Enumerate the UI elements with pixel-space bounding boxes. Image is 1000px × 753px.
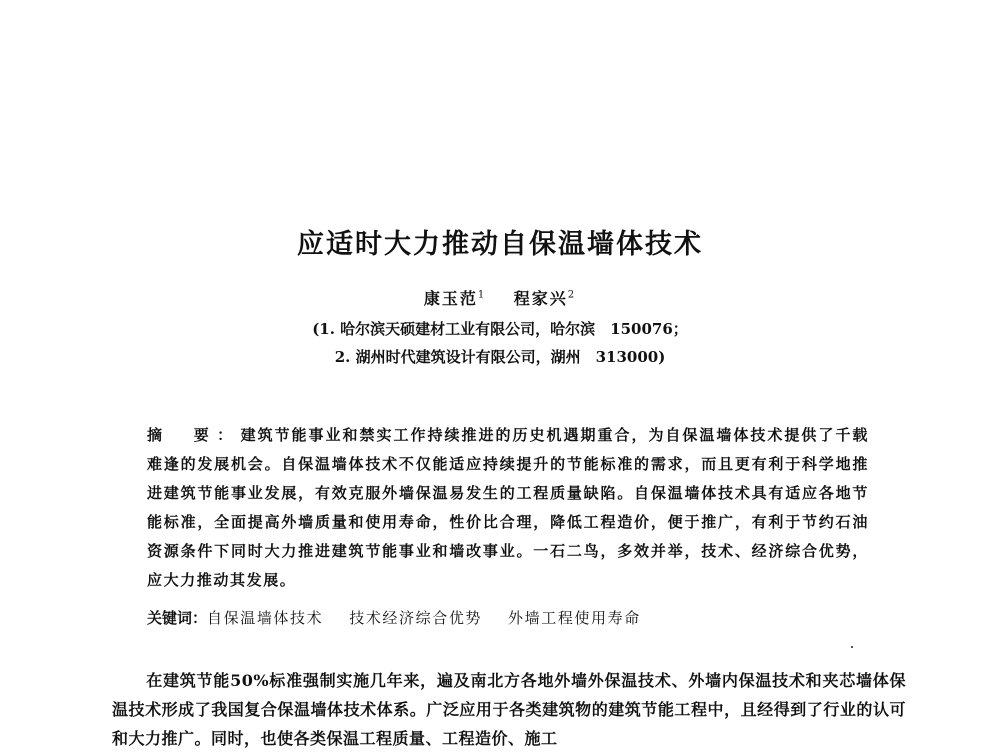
affiliation-1: (1. 哈尔滨天硕建材工业有限公司，哈尔滨 150076； (312, 320, 688, 338)
scan-speck (851, 646, 853, 648)
paper-title: 应适时大力推动自保温墙体技术 (297, 229, 703, 260)
author-2-name: 程家兴 (513, 289, 568, 308)
abstract-label: 摘 要： (147, 426, 241, 444)
author-1-name: 康玉范 (423, 289, 478, 308)
abstract-text: 建筑节能事业和禁实工作持续推进的历史机遇期重合，为自保温墙体技术提供了千载难逢的发展机会。自保温墙体技术不仅能适应持续提升的节能标准的需求，而且更有利于科学地推进建筑节能事业发展，有效克服外墙保温易发生的工程质量缺陷。自保温墙体技术具有适应各地节能标准，全面提高外墙质量和使用寿命，性价比合理，降低工程造价，便于推广，有利于节约石油资源条件下同时大力推进建筑节能事业和墙改事业。一石二鸟，多效并举，技术、经济综合优势，应大力推动其发展。 (147, 426, 869, 589)
affiliation-2: 2. 湖州时代建筑设计有限公司，湖州 313000) (334, 348, 666, 366)
abstract (147, 421, 869, 595)
body-paragraph-text: 在建筑节能50%标准强制实施几年来，遍及南北方各地外墙外保温技术、外墙内保温技术和夹芯墙体保温技术形成了我国复合保温墙体技术体系。广泛应用于各类建筑物的建筑节能工程中，且经得到了行业的认可和大力推广。同时，也使各类保温工程质量、工程造价、施工 (112, 671, 906, 748)
body-paragraph (112, 666, 906, 753)
author-1-affil-mark: 1 (477, 289, 487, 301)
keywords-label: 关键词： (147, 609, 208, 627)
keyword-3: 外墙工程使用寿命 (508, 609, 641, 627)
author-2 (514, 289, 576, 308)
author-1 (424, 289, 486, 308)
author-2-affil-mark: 2 (567, 289, 577, 301)
keyword-2: 技术经济综合优势 (349, 609, 483, 627)
keywords (147, 604, 869, 633)
author-line (0, 286, 1000, 309)
keyword-1: 自保温墙体技术 (207, 609, 324, 627)
